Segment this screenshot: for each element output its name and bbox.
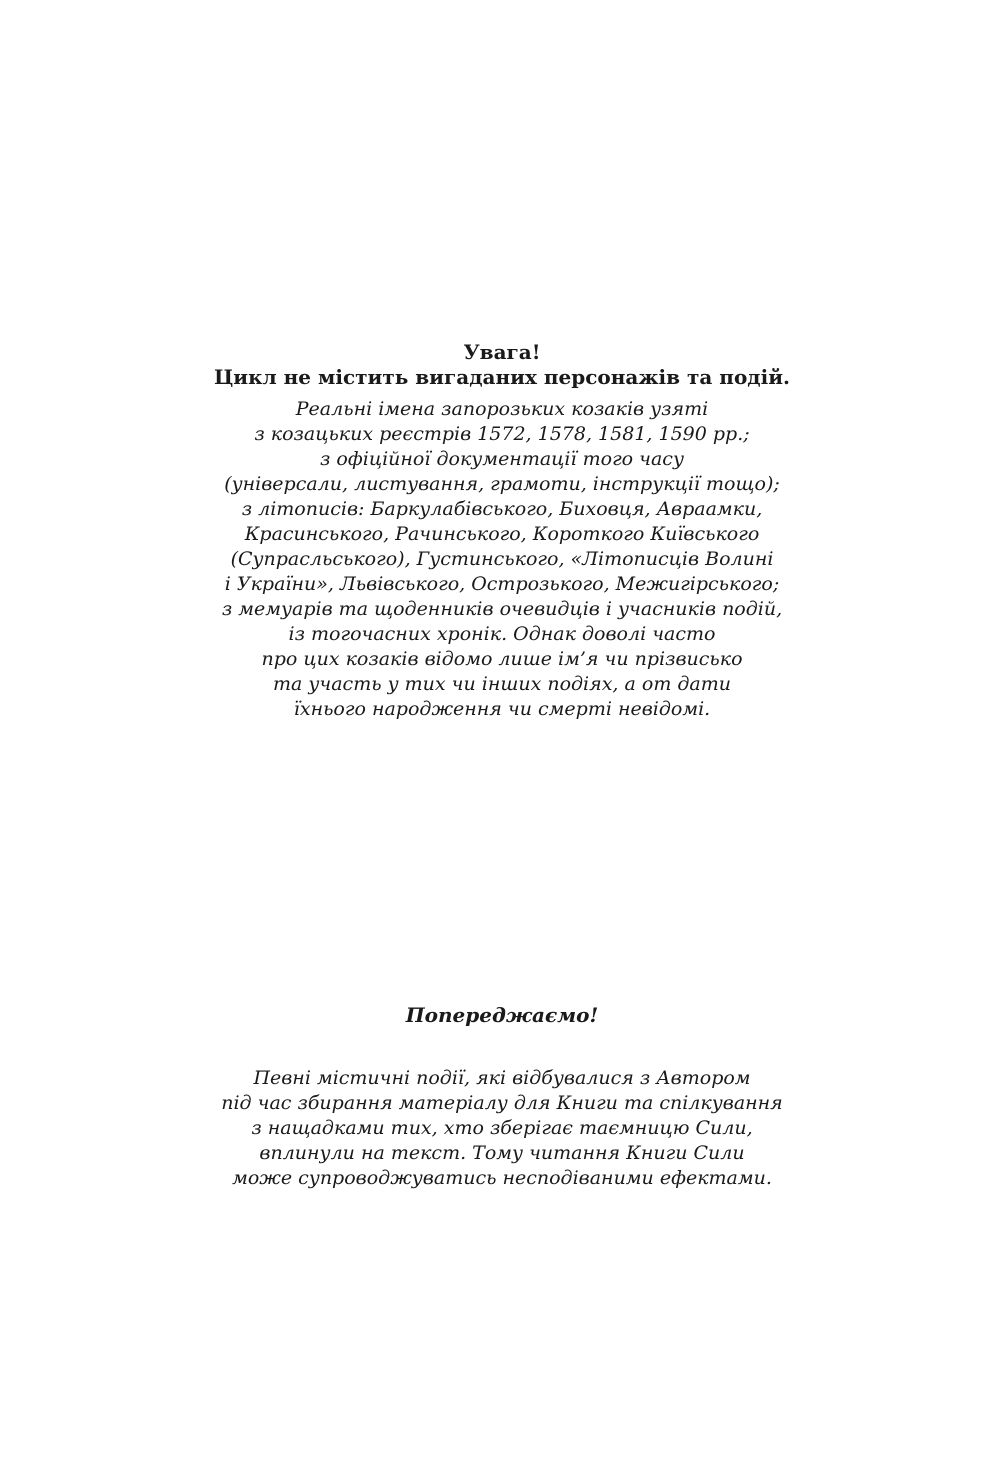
warning-body xyxy=(0,1066,1004,1191)
warning-line: під час збирання матеріалу для Книги та спілкування xyxy=(221,1092,783,1114)
notice-line: з мемуарів та щоденників очевидців і учасників подій, xyxy=(221,598,783,620)
notice-line: із тогочасних хронік. Однак доволі часто xyxy=(288,623,716,645)
notice-heading: Увага! xyxy=(463,340,541,364)
warning-section xyxy=(0,1003,1004,1191)
notice-line: з офіційної документації того часу xyxy=(320,448,684,470)
notice-line: та участь у тих чи інших подіях, а от дати xyxy=(273,673,731,695)
warning-title: Попереджаємо! xyxy=(405,1003,599,1027)
notice-subheading: Цикл не містить вигаданих персонажів та подій. xyxy=(213,365,791,389)
notice-line: Реальні імена запорозьких козаків узяті xyxy=(295,398,709,420)
notice-line: їхнього народження чи смерті невідомі. xyxy=(293,698,711,720)
warning-line: вплинули на текст. Тому читання Книги Сили xyxy=(259,1142,745,1164)
notice-line: Красинського, Рачинського, Короткого Київського xyxy=(244,523,760,545)
warning-line: Певні містичні події, які відбувалися з Автором xyxy=(253,1067,751,1089)
notice-line: (Супрасльського), Густинського, «Літописців Волині xyxy=(230,548,774,570)
notice-line: з козацьких реєстрів 1572, 1578, 1581, 1590 рр.; xyxy=(254,423,750,445)
notice-line: (універсали, листування, грамоти, інструкції тощо); xyxy=(224,473,780,495)
notice-line: і України», Львівського, Острозького, Межигірського; xyxy=(224,573,780,595)
notice-line: про цих козаків відомо лише ім’я чи прізвисько xyxy=(261,648,743,670)
notice-section xyxy=(0,340,1004,722)
warning-line: може супроводжуватись несподіваними ефектами. xyxy=(232,1167,772,1189)
notice-body xyxy=(0,397,1004,722)
warning-line: з нащадками тих, хто зберігає таємницю Сили, xyxy=(251,1117,753,1139)
notice-line: з літописів: Баркулабівського, Биховця, Авраамки, xyxy=(241,498,763,520)
